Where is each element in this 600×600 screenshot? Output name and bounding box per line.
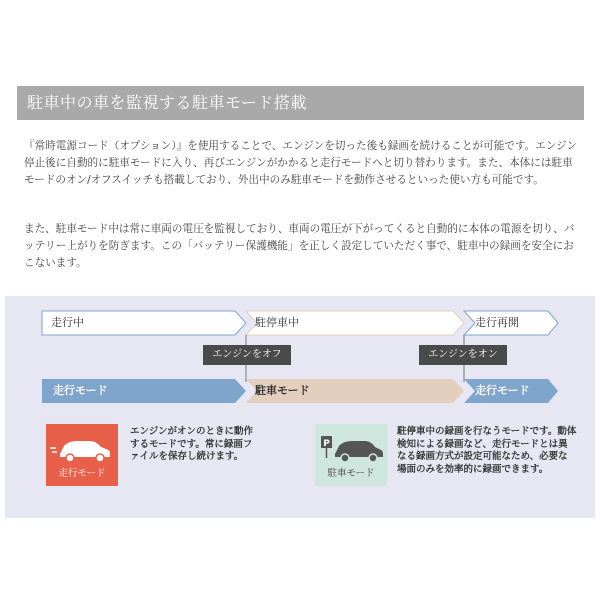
state-label-parked: 駐停車中 <box>255 316 299 329</box>
parking-card-label: 駐車モード <box>327 468 375 479</box>
mode-label-driving: 走行モード <box>53 384 108 397</box>
driving-mode-description: エンジンがオンのときに動作するモードです。常に録画ファイルを保存し続けます。 <box>130 426 254 462</box>
mode-label-parking: 駐車モード <box>255 384 310 397</box>
engine-off-tag: エンジンをオフ <box>203 345 291 365</box>
state-label-resume: 走行再開 <box>475 316 519 329</box>
section-header <box>17 86 584 120</box>
description-paragraph-2: また、駐車モード中は常に車両の電圧を監視しており、車両の電圧が下がってくると自動的に本体の電源を切り、バッテリー上がりを防ぎます。この「バッテリー保護機能」を正しく設定していただく事で、駐車中の録画を安全におこないます。 <box>24 223 575 269</box>
driving-mode-card <box>46 424 118 486</box>
mode-label-driving-resume: 走行モード <box>475 384 530 397</box>
parking-car-icon <box>315 428 387 468</box>
engine-on-tag: エンジンをオン <box>419 345 507 365</box>
svg-text:P: P <box>323 439 330 449</box>
section-title: 駐車中の車を監視する駐車モード搭載 <box>27 93 307 112</box>
parking-mode-card <box>315 424 387 486</box>
driving-card-label: 走行モード <box>58 468 106 479</box>
state-label-driving: 走行中 <box>51 316 84 329</box>
description-paragraph-1: 『常時電源コード（オプション）』を使用することで、エンジンを切った後も録画を続けることが可能です。エンジン停止後に自動的に駐車モードに入り、再びエンジンがかかると走行モードへと切り替わります。また、本体には駐車モードのオン/オフスイッチも搭載しており、外出中のみ駐車モードを動作させるといった使い方も可能です。 <box>24 140 578 186</box>
parking-mode-description: 駐停車中の録画を行なうモードです。動体検知による録画など、走行モードとは異なる録画方式が設定可能なため、必要な場面のみを効率的に録画できます。 <box>397 426 577 475</box>
car-icon <box>46 428 118 468</box>
mode-diagram <box>5 296 595 518</box>
